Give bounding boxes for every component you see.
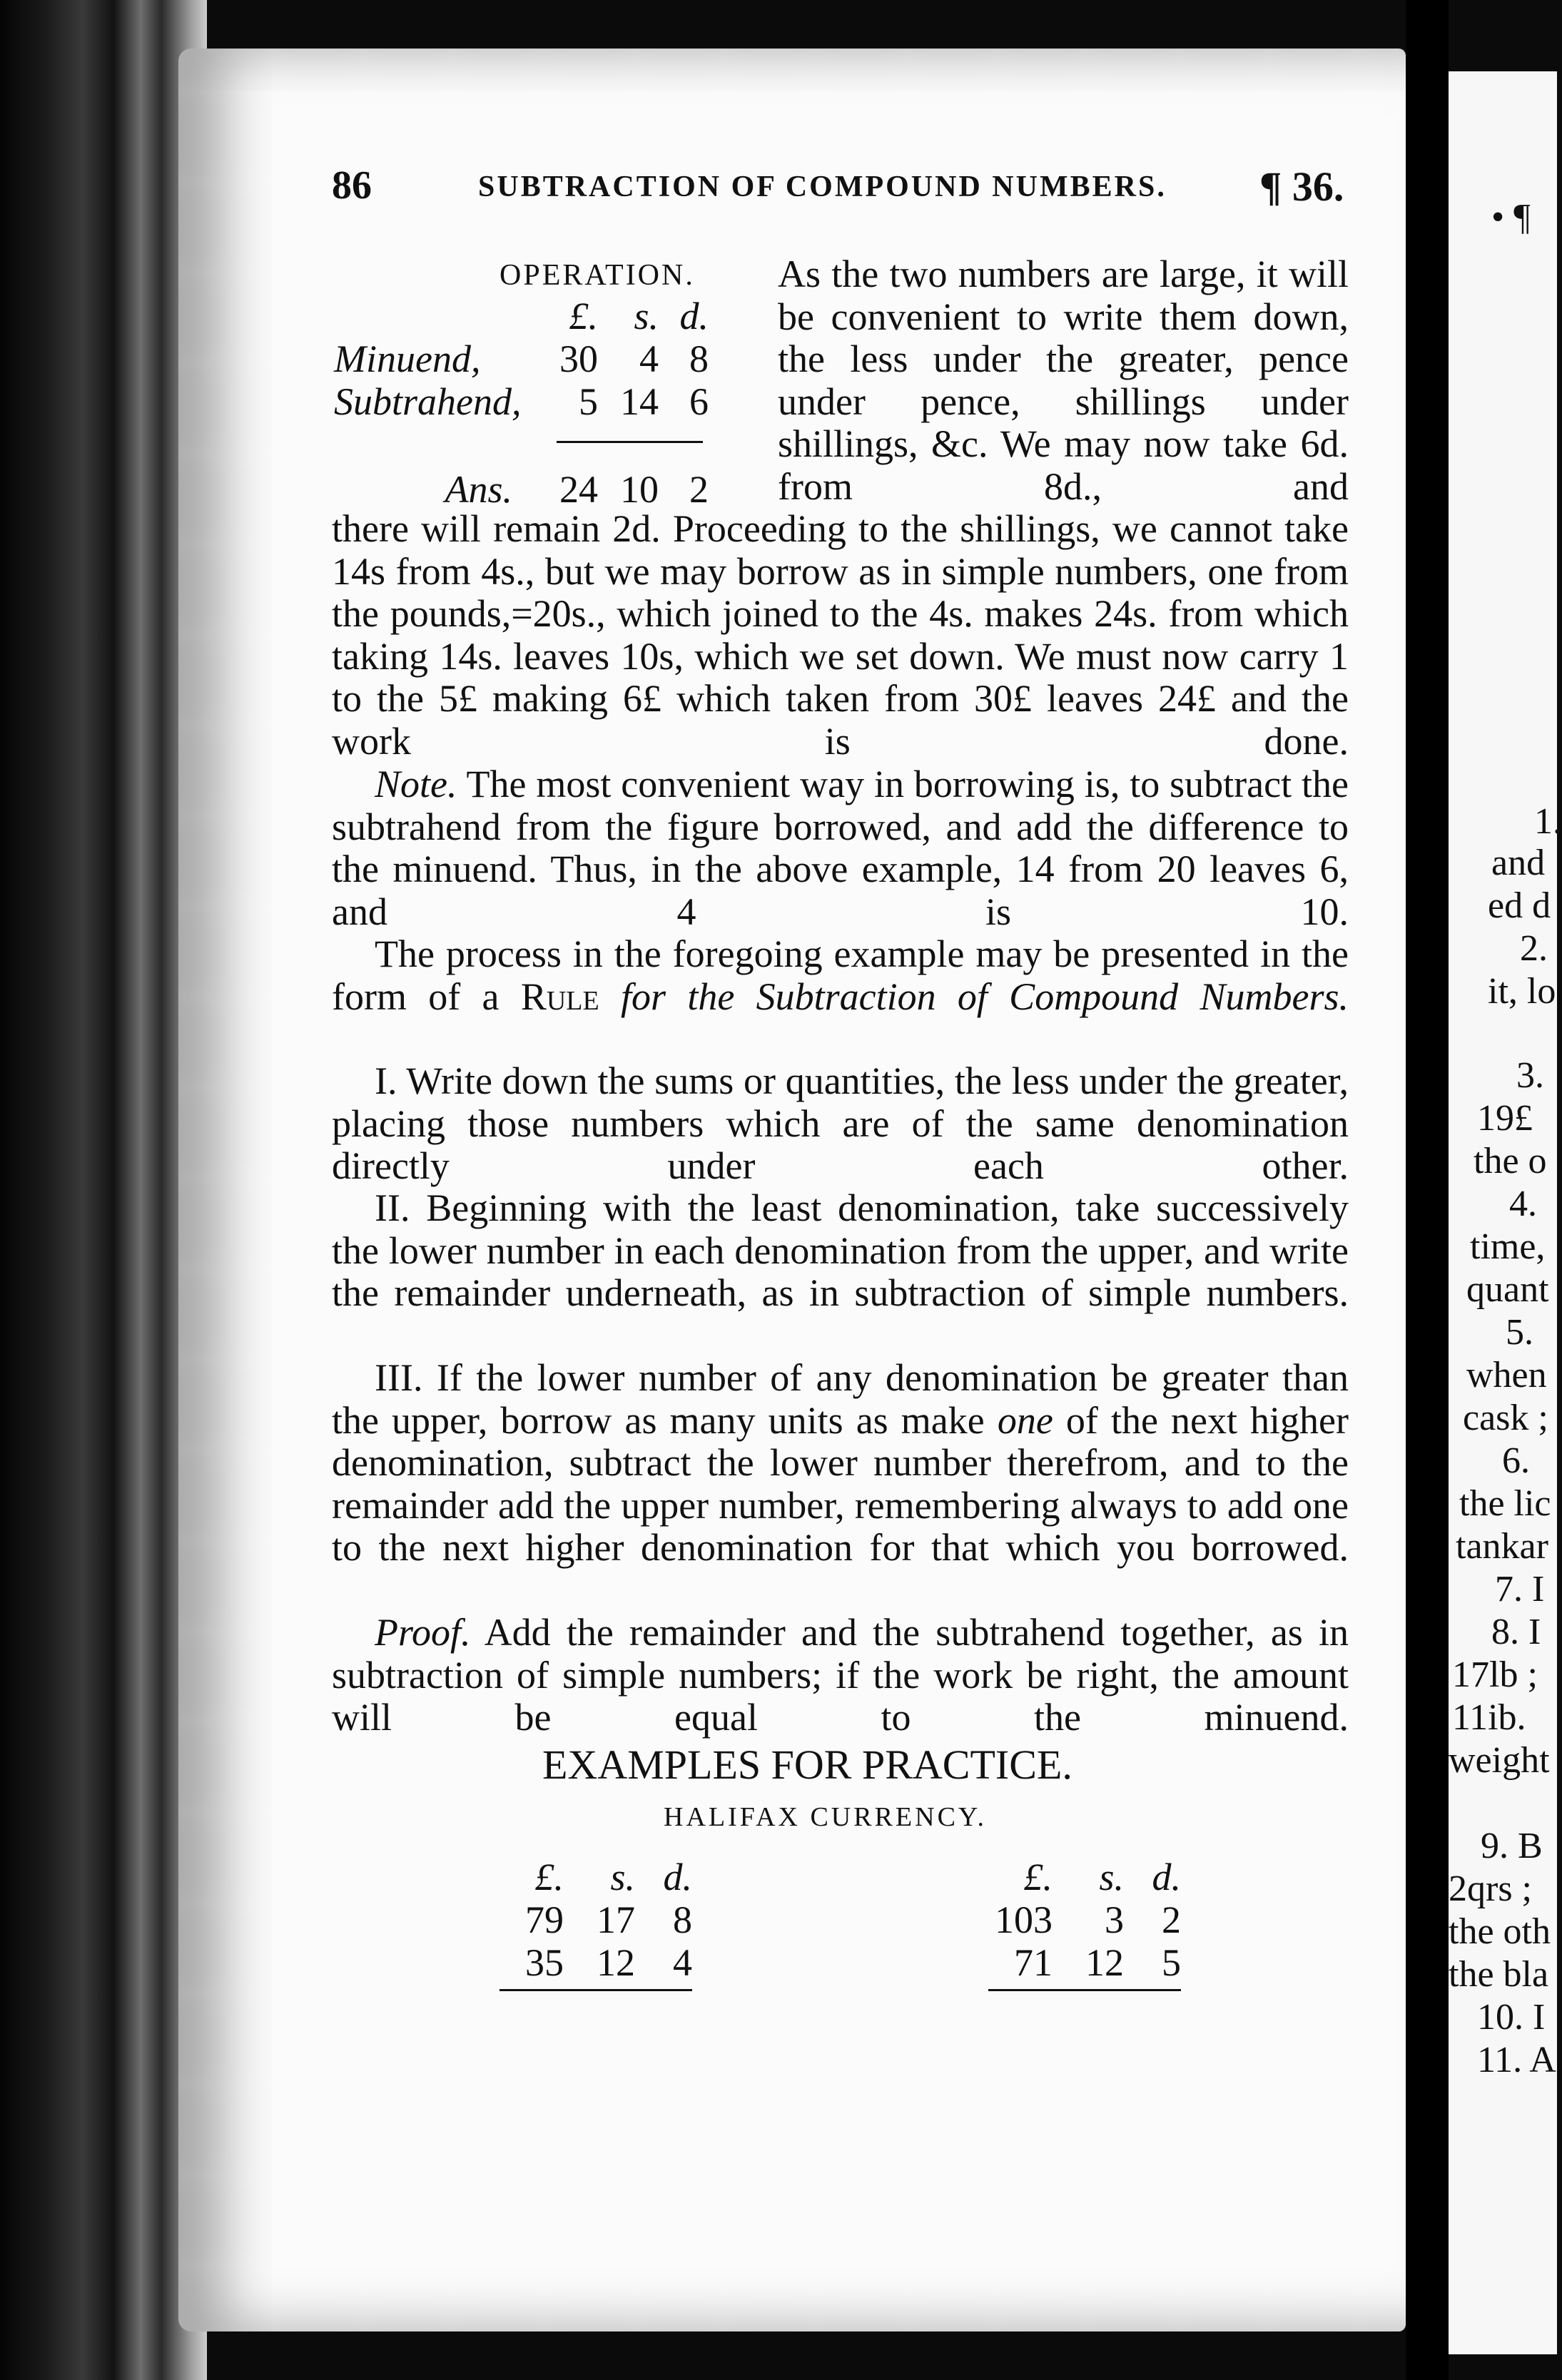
next-page-fragment: 4. bbox=[1509, 1184, 1537, 1224]
page-gutter bbox=[1406, 0, 1449, 2380]
minuend-shillings: 4 bbox=[639, 337, 659, 380]
unit-pence: d. bbox=[663, 1856, 692, 1898]
next-page-fragment: 10. I bbox=[1477, 1997, 1546, 2038]
next-page-fragment: 2qrs ; bbox=[1449, 1868, 1532, 1909]
example-problem-2 bbox=[988, 1855, 1202, 1983]
answer-pence: 2 bbox=[689, 468, 709, 511]
paragraph-rule-intro bbox=[332, 933, 1349, 1018]
rule-intro-text: The process in the foregoing example may be presented in the form of a bbox=[332, 932, 1349, 1018]
value-pounds: 35 bbox=[525, 1941, 564, 1984]
minuend-pounds: 30 bbox=[559, 337, 598, 380]
paragraph-note bbox=[332, 763, 1349, 933]
example-1-minuend bbox=[499, 1898, 714, 1941]
next-page-fragment: 5. bbox=[1506, 1312, 1533, 1353]
subtrahend-pounds: 5 bbox=[579, 380, 598, 423]
operation-units-row bbox=[334, 294, 709, 337]
rule-step-2: II. Beginning with the least denomination, take successively the lower number in each denomination from the upper, and write the remainder underneath, as in subtraction of simple numbers. bbox=[332, 1186, 1349, 1314]
next-page-fragment: the oth bbox=[1449, 1911, 1551, 1952]
rule-step-1: I. Write down the sums or quantities, the less under the greater, placing those numbers which are of the same denomination directly under each other. bbox=[332, 1059, 1349, 1187]
unit-pence: d. bbox=[1152, 1856, 1181, 1898]
unit-pence: d. bbox=[679, 295, 709, 337]
next-page-fragment: 2. bbox=[1520, 928, 1548, 969]
next-page-fragment: time, bbox=[1470, 1226, 1546, 1267]
unit-shillings: s. bbox=[1099, 1856, 1124, 1898]
value-pence: 4 bbox=[673, 1941, 692, 1984]
value-pounds: 103 bbox=[995, 1898, 1053, 1941]
value-pence: 5 bbox=[1162, 1941, 1181, 1984]
next-page-fragment: tankar bbox=[1456, 1526, 1548, 1567]
rule-word: Rule bbox=[520, 975, 599, 1018]
subtrahend-shillings: 14 bbox=[620, 380, 659, 423]
subtrahend-label: Subtrahend, bbox=[334, 380, 522, 423]
value-shillings: 3 bbox=[1105, 1898, 1124, 1941]
proof-text: Add the remainder and the subtrahend together, as in subtraction of simple numbers; if the work be right, the amount will be equal to the minuend. bbox=[332, 1611, 1349, 1739]
page-number: 86 bbox=[332, 163, 372, 208]
next-page-fragment: • ¶ bbox=[1491, 197, 1531, 238]
rule-step-3 bbox=[332, 1357, 1349, 1570]
paragraph-explanation-continued: there will remain 2d. Proceeding to the shillings, we cannot take 14s from 4s., but we may borrow as in simple numbers, one from the pounds,=20s., which joined to the 4s. makes 24s. from which taking 14s. leaves 10s, which we set down. We must now carry 1 to the 5£ making 6£ which taken from 30£ leaves 24£ and the work is done. bbox=[332, 507, 1349, 763]
step3-text-a: III. If the lower number of any denomination be greater than the upper, borrow as many units as make bbox=[332, 1356, 1349, 1442]
next-page-fragment: weight bbox=[1449, 1740, 1550, 1781]
example-2-minuend bbox=[988, 1898, 1202, 1941]
next-page-edge bbox=[1449, 71, 1562, 2354]
next-page-fragment: 11ib. bbox=[1452, 1697, 1526, 1738]
example-2-rule bbox=[988, 1989, 1181, 1991]
next-page-fragment: 11. A bbox=[1477, 2040, 1556, 2080]
book-binding bbox=[0, 0, 207, 2380]
next-page-fragment: when bbox=[1466, 1355, 1547, 1395]
value-pounds: 71 bbox=[1014, 1941, 1053, 1984]
next-page-fragment: the o bbox=[1474, 1141, 1547, 1181]
example-2-subtrahend bbox=[988, 1941, 1202, 1983]
proof-label: Proof. bbox=[375, 1611, 471, 1654]
example-problem-1 bbox=[499, 1855, 714, 1983]
rule-title: for the Subtraction of Compound Numbers. bbox=[621, 975, 1349, 1018]
answer-row bbox=[334, 467, 709, 511]
next-page-fragment: 8. I bbox=[1491, 1612, 1541, 1652]
answer-shillings: 10 bbox=[620, 468, 659, 511]
running-title: SUBTRACTION OF COMPOUND NUMBERS. bbox=[478, 171, 1167, 203]
value-shillings: 17 bbox=[597, 1898, 635, 1941]
value-pence: 2 bbox=[1162, 1898, 1181, 1941]
paragraph-explanation-start: As the two numbers are large, it will be convenient to write them down, the less under the greater, pence under pence, shillings under shillings, &c. We may now take 6d. from 8d., and bbox=[778, 253, 1349, 508]
answer-pounds: 24 bbox=[559, 468, 598, 511]
subtrahend-row bbox=[334, 380, 709, 423]
step3-text-b: of the next higher denomination, subtract the lower number therefrom, and to the remainder add the upper number, remembering always to add one to the next higher denomination for that which you borrowed. bbox=[332, 1398, 1349, 1569]
unit-pounds: £. bbox=[534, 1856, 564, 1898]
next-page-fragment: 6. bbox=[1502, 1440, 1530, 1481]
minuend-pence: 8 bbox=[689, 337, 709, 380]
next-page-fragment: 19£ bbox=[1477, 1098, 1533, 1139]
value-pence: 8 bbox=[673, 1898, 692, 1941]
unit-pounds: £. bbox=[569, 295, 598, 337]
next-page-fragment: and bbox=[1491, 843, 1546, 883]
example-2-units bbox=[988, 1855, 1202, 1898]
value-pounds: 79 bbox=[525, 1898, 564, 1941]
examples-heading: EXAMPLES FOR PRACTICE. bbox=[542, 1741, 1072, 1788]
operation-rule bbox=[557, 441, 703, 443]
next-page-fragment: ed d bbox=[1488, 885, 1551, 926]
examples-subheading: HALIFAX CURRENCY. bbox=[664, 1802, 987, 1832]
example-1-units bbox=[499, 1855, 714, 1898]
example-1-rule bbox=[499, 1989, 692, 1991]
note-text: The most convenient way in borrowing is, to subtract the subtrahend from the figure borrowed, and add the difference to the minuend. Thus, in the above example, 14 from 20 leaves 6, and 4 is 10. bbox=[332, 763, 1349, 933]
unit-shillings: s. bbox=[610, 1856, 635, 1898]
answer-label: Ans. bbox=[445, 468, 512, 511]
next-page-fragment: 3. bbox=[1516, 1055, 1544, 1096]
next-page-fragment: 9. B bbox=[1481, 1826, 1543, 1866]
minuend-label: Minuend, bbox=[334, 337, 481, 380]
value-shillings: 12 bbox=[597, 1941, 635, 1984]
note-label: Note. bbox=[375, 763, 457, 805]
step3-emphasis: one bbox=[997, 1398, 1053, 1442]
unit-shillings: s. bbox=[634, 295, 659, 337]
next-page-fragment: quant bbox=[1466, 1269, 1549, 1310]
next-page-fragment: 17lb ; bbox=[1452, 1654, 1538, 1695]
section-number: ¶ 36. bbox=[1259, 163, 1344, 210]
minuend-row bbox=[334, 337, 709, 380]
example-1-subtrahend bbox=[499, 1941, 714, 1983]
value-shillings: 12 bbox=[1085, 1941, 1124, 1984]
unit-pounds: £. bbox=[1023, 1856, 1053, 1898]
next-page-fragment: the bla bbox=[1449, 1954, 1549, 1995]
next-page-fragment: 7. I bbox=[1495, 1569, 1545, 1609]
subtrahend-pence: 6 bbox=[689, 380, 709, 423]
operation-label: OPERATION. bbox=[499, 259, 695, 292]
next-page-fragment: cask ; bbox=[1463, 1398, 1548, 1438]
next-page-fragment: it, lo bbox=[1488, 971, 1556, 1012]
next-page-fragment: 1. bbox=[1534, 801, 1562, 842]
paragraph-proof bbox=[332, 1612, 1349, 1739]
next-page-fragment: the lic bbox=[1459, 1483, 1551, 1524]
